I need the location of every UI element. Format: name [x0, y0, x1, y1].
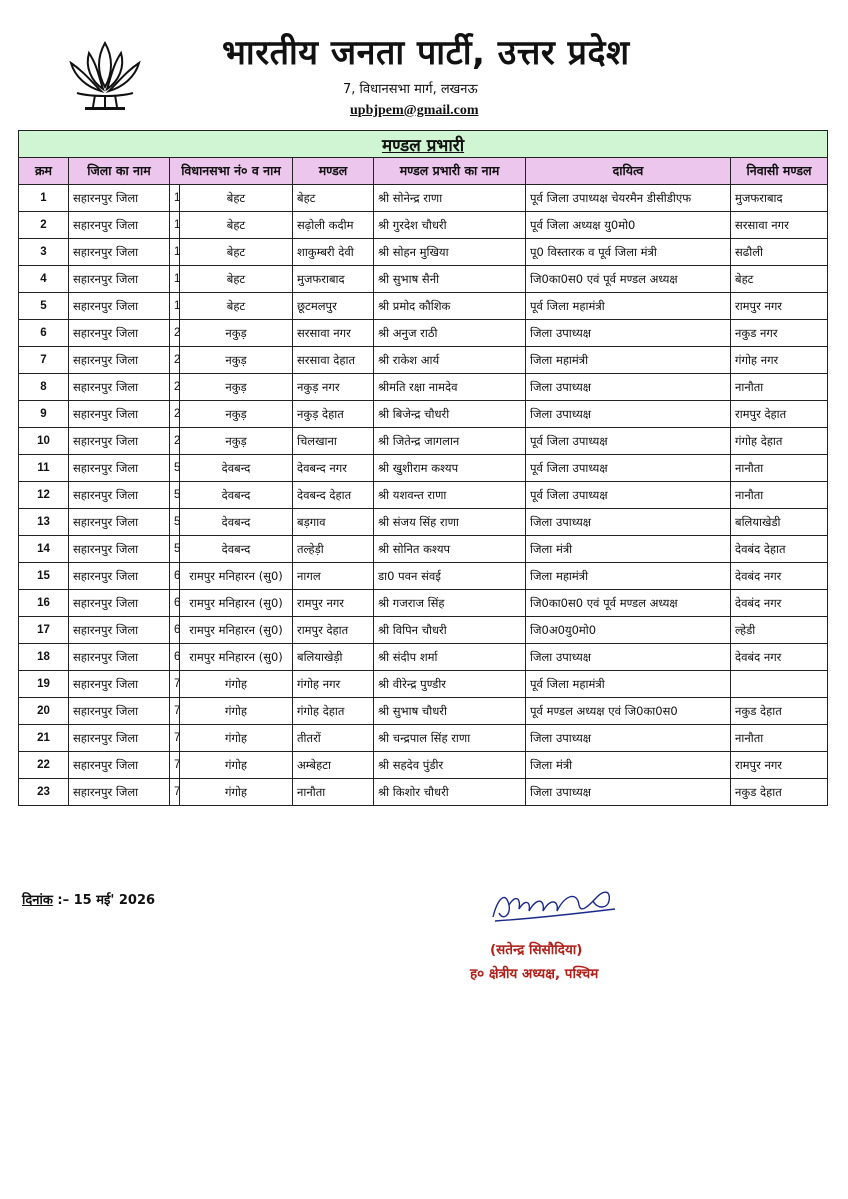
cell-responsibility: जिला उपाध्यक्ष [526, 320, 731, 347]
cell-mandal: गंगोह नगर [293, 671, 374, 698]
cell-responsibility: पूर्व जिला उपाध्यक्ष [526, 428, 731, 455]
cell-incharge-name: श्री सुभाष चौधरी [374, 698, 526, 725]
cell-mandal: नानौता [293, 779, 374, 806]
signatory-designation: ह० क्षेत्रीय अध्यक्ष, पश्चिम [470, 966, 599, 982]
date-value: :– 15 मई' 2026 [57, 893, 156, 908]
cell-assembly-name: गंगोह [180, 779, 293, 806]
cell-district: सहारनपुर जिला [69, 563, 170, 590]
signatory-name: (सतेन्द्र सिसौदिया) [490, 942, 583, 958]
cell-assembly-name: देवबन्द [180, 482, 293, 509]
cell-incharge-name: श्री गुरदेश चौधरी [374, 212, 526, 239]
cell-responsibility: जिला उपाध्यक्ष [526, 644, 731, 671]
cell-responsibility: जिला महामंत्री [526, 563, 731, 590]
cell-responsibility: जि0का0स0 एवं पूर्व मण्डल अध्यक्ष [526, 266, 731, 293]
cell-sno: 22 [19, 752, 69, 779]
table-row [19, 752, 828, 779]
cell-assembly-name: बेहट [180, 266, 293, 293]
table-row [19, 725, 828, 752]
cell-responsibility: पू0 विस्तारक व पूर्व जिला मंत्री [526, 239, 731, 266]
cell-district: सहारनपुर जिला [69, 590, 170, 617]
col-header-incharge: मण्डल प्रभारी का नाम [374, 158, 526, 185]
date-label: दिनांक [22, 893, 53, 908]
cell-assembly-name: नकुड़ [180, 428, 293, 455]
cell-mandal: शाकुम्बरी देवी [293, 239, 374, 266]
cell-incharge-name: श्री किशोर चौधरी [374, 779, 526, 806]
cell-sno: 9 [19, 401, 69, 428]
cell-assembly-number: 7 [170, 752, 180, 779]
cell-resident-mandal: मुजफराबाद [731, 185, 828, 212]
cell-resident-mandal: नानौता [731, 455, 828, 482]
cell-assembly-number: 1 [170, 293, 180, 320]
cell-district: सहारनपुर जिला [69, 617, 170, 644]
cell-sno: 5 [19, 293, 69, 320]
lotus-logo-icon [55, 35, 155, 115]
cell-resident-mandal: गंगोह नगर [731, 347, 828, 374]
cell-resident-mandal: बेहट [731, 266, 828, 293]
cell-resident-mandal: रामपुर नगर [731, 752, 828, 779]
cell-assembly-number: 6 [170, 617, 180, 644]
signature-image [485, 875, 630, 935]
cell-assembly-number: 1 [170, 185, 180, 212]
cell-assembly-number: 5 [170, 509, 180, 536]
cell-district: सहारनपुर जिला [69, 509, 170, 536]
mandal-incharge-table [18, 130, 828, 806]
cell-sno: 11 [19, 455, 69, 482]
cell-assembly-number: 7 [170, 671, 180, 698]
cell-mandal: नकुड़ देहात [293, 401, 374, 428]
cell-responsibility: जिला मंत्री [526, 752, 731, 779]
table-header-row [19, 158, 828, 185]
cell-resident-mandal: बलियाखेडी [731, 509, 828, 536]
cell-responsibility: पूर्व जिला उपाध्यक्ष [526, 455, 731, 482]
cell-mandal: तीतरों [293, 725, 374, 752]
cell-assembly-number: 6 [170, 563, 180, 590]
cell-incharge-name: श्री यशवन्त राणा [374, 482, 526, 509]
cell-assembly-number: 1 [170, 212, 180, 239]
cell-resident-mandal: नकुड देहात [731, 779, 828, 806]
cell-responsibility: पूर्व जिला उपाध्यक्ष चेयरमैन डीसीडीएफ [526, 185, 731, 212]
cell-assembly-number: 2 [170, 374, 180, 401]
cell-mandal: चिलखाना [293, 428, 374, 455]
cell-assembly-number: 7 [170, 779, 180, 806]
cell-sno: 19 [19, 671, 69, 698]
cell-sno: 1 [19, 185, 69, 212]
table-row [19, 698, 828, 725]
cell-assembly-number: 5 [170, 536, 180, 563]
org-email-link[interactable]: upbjpem@gmail.com [350, 103, 479, 118]
cell-resident-mandal: रामपुर नगर [731, 293, 828, 320]
cell-responsibility: पूर्व जिला अध्यक्ष यु0मो0 [526, 212, 731, 239]
cell-responsibility: पूर्व जिला उपाध्यक्ष [526, 482, 731, 509]
cell-incharge-name: श्री राकेश आर्य [374, 347, 526, 374]
cell-resident-mandal: देवबंद देहात [731, 536, 828, 563]
cell-district: सहारनपुर जिला [69, 266, 170, 293]
cell-responsibility: जि0अ0यु0मो0 [526, 617, 731, 644]
cell-resident-mandal: नानौता [731, 725, 828, 752]
cell-district: सहारनपुर जिला [69, 455, 170, 482]
cell-mandal: सढ़ोली कदीम [293, 212, 374, 239]
cell-incharge-name: श्री संजय सिंह राणा [374, 509, 526, 536]
cell-assembly-number: 2 [170, 347, 180, 374]
cell-assembly-name: रामपुर मनिहारन (सु0) [180, 563, 293, 590]
cell-mandal: गंगोह देहात [293, 698, 374, 725]
cell-responsibility: जिला उपाध्यक्ष [526, 779, 731, 806]
cell-assembly-name: बेहट [180, 185, 293, 212]
cell-resident-mandal: सढौली [731, 239, 828, 266]
cell-mandal: नकुड़ नगर [293, 374, 374, 401]
cell-district: सहारनपुर जिला [69, 725, 170, 752]
cell-sno: 13 [19, 509, 69, 536]
cell-district: सहारनपुर जिला [69, 779, 170, 806]
col-header-mandal: मण्डल [293, 158, 374, 185]
cell-assembly-name: नकुड़ [180, 401, 293, 428]
cell-mandal: छूटमलपुर [293, 293, 374, 320]
table-row [19, 617, 828, 644]
cell-assembly-name: गंगोह [180, 671, 293, 698]
cell-assembly-number: 5 [170, 455, 180, 482]
table-row [19, 590, 828, 617]
table-banner-row [19, 131, 828, 158]
cell-sno: 6 [19, 320, 69, 347]
cell-assembly-name: देवबन्द [180, 455, 293, 482]
cell-incharge-name: श्री वीरेन्द्र पुण्डीर [374, 671, 526, 698]
cell-mandal: बेहट [293, 185, 374, 212]
table-row [19, 779, 828, 806]
cell-responsibility: जिला उपाध्यक्ष [526, 509, 731, 536]
cell-incharge-name: श्री जितेन्द्र जागलान [374, 428, 526, 455]
cell-resident-mandal: नानौता [731, 482, 828, 509]
cell-sno: 20 [19, 698, 69, 725]
col-header-assembly: विधानसभा नं० व नाम [170, 158, 293, 185]
cell-district: सहारनपुर जिला [69, 347, 170, 374]
table-row [19, 509, 828, 536]
cell-district: सहारनपुर जिला [69, 536, 170, 563]
table-row [19, 293, 828, 320]
cell-incharge-name: श्रीमति रक्षा नामदेव [374, 374, 526, 401]
org-address: 7, विधानसभा मार्ग, लखनऊ [343, 82, 478, 97]
cell-responsibility: जि0का0स0 एवं पूर्व मण्डल अध्यक्ष [526, 590, 731, 617]
cell-mandal: सरसावा नगर [293, 320, 374, 347]
cell-district: सहारनपुर जिला [69, 185, 170, 212]
cell-assembly-name: रामपुर मनिहारन (सु0) [180, 590, 293, 617]
cell-assembly-name: रामपुर मनिहारन (सु0) [180, 617, 293, 644]
cell-sno: 2 [19, 212, 69, 239]
table-row [19, 536, 828, 563]
cell-mandal: रामपुर नगर [293, 590, 374, 617]
cell-incharge-name: डा0 पवन संवई [374, 563, 526, 590]
cell-resident-mandal: देवबंद नगर [731, 563, 828, 590]
cell-assembly-name: नकुड़ [180, 320, 293, 347]
cell-responsibility: पूर्व जिला महामंत्री [526, 671, 731, 698]
table-row [19, 455, 828, 482]
cell-incharge-name: श्री सुभाष सैनी [374, 266, 526, 293]
cell-resident-mandal [731, 671, 828, 698]
cell-resident-mandal: नकुड देहात [731, 698, 828, 725]
cell-district: सहारनपुर जिला [69, 671, 170, 698]
cell-incharge-name: श्री संदीप शर्मा [374, 644, 526, 671]
cell-mandal: अम्बेहटा [293, 752, 374, 779]
cell-assembly-name: नकुड़ [180, 347, 293, 374]
cell-sno: 4 [19, 266, 69, 293]
cell-assembly-name: देवबन्द [180, 536, 293, 563]
cell-district: सहारनपुर जिला [69, 320, 170, 347]
cell-mandal: रामपुर देहात [293, 617, 374, 644]
cell-mandal: मुजफराबाद [293, 266, 374, 293]
cell-district: सहारनपुर जिला [69, 752, 170, 779]
cell-sno: 16 [19, 590, 69, 617]
cell-incharge-name: श्री सोहन मुखिया [374, 239, 526, 266]
table-row [19, 428, 828, 455]
cell-sno: 8 [19, 374, 69, 401]
cell-sno: 3 [19, 239, 69, 266]
cell-assembly-name: नकुड़ [180, 374, 293, 401]
cell-incharge-name: श्री अनुज राठी [374, 320, 526, 347]
cell-responsibility: पूर्व जिला महामंत्री [526, 293, 731, 320]
cell-resident-mandal: देवबंद नगर [731, 644, 828, 671]
cell-district: सहारनपुर जिला [69, 698, 170, 725]
cell-incharge-name: श्री सहदेव पुंडीर [374, 752, 526, 779]
cell-resident-mandal: गंगोह देहात [731, 428, 828, 455]
cell-district: सहारनपुर जिला [69, 239, 170, 266]
cell-district: सहारनपुर जिला [69, 644, 170, 671]
cell-assembly-name: रामपुर मनिहारन (सु0) [180, 644, 293, 671]
table-row [19, 374, 828, 401]
cell-sno: 15 [19, 563, 69, 590]
cell-responsibility: पूर्व मण्डल अध्यक्ष एवं जि0का0स0 [526, 698, 731, 725]
cell-sno: 14 [19, 536, 69, 563]
cell-mandal: सरसावा देहात [293, 347, 374, 374]
cell-mandal: तल्हेड़ी [293, 536, 374, 563]
cell-assembly-number: 2 [170, 401, 180, 428]
cell-incharge-name: श्री खुशीराम कश्यप [374, 455, 526, 482]
cell-resident-mandal: सरसावा नगर [731, 212, 828, 239]
cell-mandal: देवबन्द नगर [293, 455, 374, 482]
col-header-responsibility: दायित्व [526, 158, 731, 185]
cell-responsibility: जिला उपाध्यक्ष [526, 725, 731, 752]
col-header-district: जिला का नाम [69, 158, 170, 185]
cell-responsibility: जिला महामंत्री [526, 347, 731, 374]
cell-incharge-name: श्री प्रमोद कौशिक [374, 293, 526, 320]
table-row [19, 212, 828, 239]
cell-sno: 12 [19, 482, 69, 509]
table-row [19, 644, 828, 671]
cell-resident-mandal: ल्हेडी [731, 617, 828, 644]
cell-assembly-number: 6 [170, 644, 180, 671]
cell-incharge-name: श्री बिजेन्द्र चौधरी [374, 401, 526, 428]
cell-mandal: बलियाखेड़ी [293, 644, 374, 671]
cell-assembly-number: 1 [170, 239, 180, 266]
table-row [19, 266, 828, 293]
cell-district: सहारनपुर जिला [69, 212, 170, 239]
cell-assembly-number: 7 [170, 698, 180, 725]
cell-district: सहारनपुर जिला [69, 374, 170, 401]
date-line [22, 890, 155, 908]
cell-resident-mandal: रामपुर देहात [731, 401, 828, 428]
table-row [19, 239, 828, 266]
cell-sno: 17 [19, 617, 69, 644]
table-row [19, 320, 828, 347]
col-header-resident: निवासी मण्डल [731, 158, 828, 185]
cell-incharge-name: श्री सोनित कश्यप [374, 536, 526, 563]
cell-incharge-name: श्री चन्द्रपाल सिंह राणा [374, 725, 526, 752]
cell-assembly-name: बेहट [180, 239, 293, 266]
cell-mandal: नागल [293, 563, 374, 590]
cell-assembly-number: 2 [170, 428, 180, 455]
cell-incharge-name: श्री गजराज सिंह [374, 590, 526, 617]
cell-assembly-number: 6 [170, 590, 180, 617]
cell-responsibility: जिला उपाध्यक्ष [526, 401, 731, 428]
col-header-sno: क्रम [19, 158, 69, 185]
cell-responsibility: जिला उपाध्यक्ष [526, 374, 731, 401]
table-row [19, 482, 828, 509]
cell-district: सहारनपुर जिला [69, 401, 170, 428]
cell-district: सहारनपुर जिला [69, 293, 170, 320]
cell-sno: 10 [19, 428, 69, 455]
cell-responsibility: जिला मंत्री [526, 536, 731, 563]
cell-resident-mandal: नानौता [731, 374, 828, 401]
table-title: मण्डल प्रभारी [19, 131, 828, 158]
cell-assembly-number: 5 [170, 482, 180, 509]
cell-assembly-name: बेहट [180, 293, 293, 320]
cell-assembly-number: 7 [170, 725, 180, 752]
cell-resident-mandal: देवबंद नगर [731, 590, 828, 617]
cell-district: सहारनपुर जिला [69, 428, 170, 455]
cell-sno: 7 [19, 347, 69, 374]
cell-assembly-name: गंगोह [180, 752, 293, 779]
cell-district: सहारनपुर जिला [69, 482, 170, 509]
table-row [19, 347, 828, 374]
org-title: भारतीय जनता पार्टी, उत्तर प्रदेश [222, 33, 630, 73]
cell-sno: 23 [19, 779, 69, 806]
table-row [19, 671, 828, 698]
table-row [19, 401, 828, 428]
cell-assembly-name: गंगोह [180, 698, 293, 725]
table-row [19, 185, 828, 212]
cell-resident-mandal: नकुड नगर [731, 320, 828, 347]
cell-assembly-name: गंगोह [180, 725, 293, 752]
cell-sno: 21 [19, 725, 69, 752]
cell-incharge-name: श्री सोनेन्द्र राणा [374, 185, 526, 212]
table-row [19, 563, 828, 590]
cell-incharge-name: श्री विपिन चौधरी [374, 617, 526, 644]
cell-assembly-name: बेहट [180, 212, 293, 239]
cell-assembly-number: 2 [170, 320, 180, 347]
cell-assembly-number: 1 [170, 266, 180, 293]
cell-sno: 18 [19, 644, 69, 671]
cell-mandal: देवबन्द देहात [293, 482, 374, 509]
cell-assembly-name: देवबन्द [180, 509, 293, 536]
cell-mandal: बड़गाव [293, 509, 374, 536]
